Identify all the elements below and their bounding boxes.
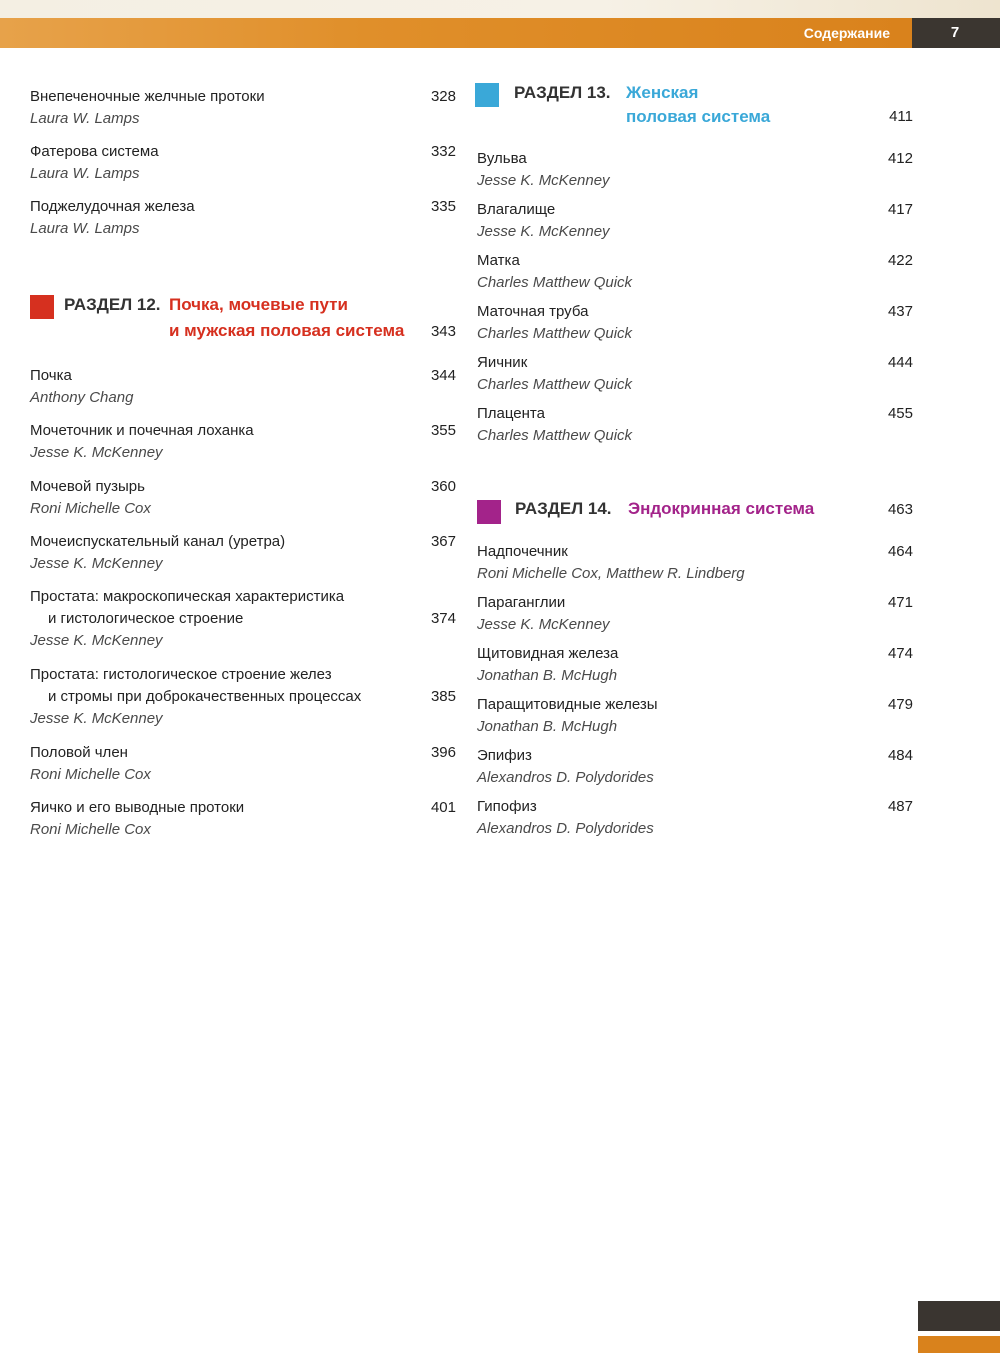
entry-title: Маточная труба	[477, 303, 589, 320]
section-13-marker	[475, 83, 499, 107]
entry-author: Jesse K. McKenney	[477, 172, 610, 189]
section-13-label: РАЗДЕЛ 13.	[514, 83, 611, 102]
toc-entry[interactable]	[477, 796, 915, 840]
entry-author: Roni Michelle Cox	[30, 500, 151, 517]
entry-page: 422	[887, 252, 913, 269]
entry-page: 385	[430, 688, 456, 705]
toc-entry[interactable]	[477, 745, 915, 789]
running-header-title: Содержание	[803, 25, 890, 41]
entry-author: Jesse K. McKenney	[30, 710, 163, 727]
entry-page: 412	[887, 150, 913, 167]
toc-entry[interactable]	[477, 199, 915, 243]
entry-title: Фатерова система	[30, 143, 159, 160]
section-12-name-line2: и мужская половая система	[169, 321, 405, 340]
entry-title: Почка	[30, 367, 72, 384]
entry-title: Параганглии	[477, 594, 566, 611]
entry-page: 335	[430, 198, 456, 215]
entry-title: Надпочечник	[477, 543, 568, 560]
toc-entry[interactable]	[30, 586, 458, 652]
entry-title	[30, 664, 458, 708]
toc-entry[interactable]	[30, 141, 458, 185]
entry-page: 374	[430, 610, 456, 627]
entry-author: Jesse K. McKenney	[30, 632, 163, 649]
toc-entry[interactable]	[30, 742, 458, 786]
footer-dark-bar	[918, 1301, 1000, 1331]
entry-page: 479	[887, 696, 913, 713]
entry-page: 455	[887, 405, 913, 422]
entry-page: 444	[887, 354, 913, 371]
entry-title: Яичко и его выводные протоки	[30, 799, 245, 816]
entry-title-line1: Простата: гистологическое строение желез	[30, 666, 332, 683]
entry-author: Charles Matthew Quick	[477, 274, 633, 291]
entry-page: 367	[430, 533, 456, 550]
toc-entry[interactable]	[30, 797, 458, 841]
section-13-name-line1: Женская	[626, 83, 699, 102]
entry-title: Яичник	[477, 354, 528, 371]
entry-page: 401	[430, 799, 456, 816]
toc-entry[interactable]	[477, 541, 915, 585]
section-14-label: РАЗДЕЛ 14.	[515, 499, 612, 518]
toc-entry[interactable]	[30, 664, 458, 730]
entry-page: 355	[430, 422, 456, 439]
section-12-page: 343	[430, 323, 456, 340]
entry-author: Roni Michelle Cox	[30, 766, 151, 783]
entry-author: Alexandros D. Polydorides	[477, 769, 654, 786]
entry-author: Charles Matthew Quick	[477, 427, 633, 444]
section-13-heading[interactable]	[477, 81, 915, 133]
section-12-name-line1: Почка, мочевые пути	[169, 295, 348, 314]
entry-page: 360	[430, 478, 456, 495]
section-14-name: Эндокринная система	[628, 499, 815, 518]
page-number-box	[912, 18, 1000, 48]
entry-title: Эпифиз	[477, 747, 532, 764]
entry-author: Charles Matthew Quick	[477, 325, 633, 342]
toc-entry[interactable]	[477, 403, 915, 447]
entry-page: 332	[430, 143, 456, 160]
section-14-page: 463	[887, 501, 913, 518]
entry-page: 464	[887, 543, 913, 560]
entry-author: Jonathan B. McHugh	[477, 718, 618, 735]
entry-title: Внепеченочные желчные протоки	[30, 88, 265, 105]
toc-entry[interactable]	[477, 694, 915, 738]
toc-entry[interactable]	[30, 531, 458, 575]
entry-title: Матка	[477, 252, 520, 269]
entry-title: Вульва	[477, 150, 527, 167]
entry-author: Jesse K. McKenney	[30, 555, 163, 572]
entry-author: Laura W. Lamps	[30, 165, 140, 182]
entry-page: 474	[887, 645, 913, 662]
entry-page: 328	[430, 88, 456, 105]
entry-title: Мочевой пузырь	[30, 478, 145, 495]
entry-author: Roni Michelle Cox, Matthew R. Lindberg	[477, 565, 745, 582]
section-12-heading[interactable]	[30, 293, 458, 353]
entry-author: Alexandros D. Polydorides	[477, 820, 654, 837]
entry-author: Charles Matthew Quick	[477, 376, 633, 393]
entry-author: Laura W. Lamps	[30, 110, 140, 127]
entry-page: 437	[887, 303, 913, 320]
entry-title: Мочеточник и почечная лоханка	[30, 422, 254, 439]
entry-author: Jesse K. McKenney	[30, 444, 163, 461]
entry-title-line1: Простата: макроскопическая характеристика	[30, 588, 345, 605]
entry-title	[30, 586, 458, 630]
toc-entry[interactable]	[477, 301, 915, 345]
toc-entry[interactable]	[30, 420, 458, 464]
section-12-marker	[30, 295, 54, 319]
entry-author: Jesse K. McKenney	[477, 616, 610, 633]
entry-title-line2: и гистологическое строение	[48, 610, 244, 627]
toc-entry[interactable]	[477, 643, 915, 687]
entry-author: Laura W. Lamps	[30, 220, 140, 237]
entry-title: Влагалище	[477, 201, 556, 218]
toc-entry[interactable]	[477, 148, 915, 192]
toc-entry[interactable]	[30, 86, 458, 130]
toc-entry[interactable]	[30, 476, 458, 520]
section-13-name-line2: половая система	[626, 107, 771, 126]
entry-page: 344	[430, 367, 456, 384]
entry-title: Щитовидная железа	[477, 645, 619, 662]
toc-entry[interactable]	[477, 592, 915, 636]
entry-title: Плацента	[477, 405, 545, 422]
entry-page: 471	[887, 594, 913, 611]
toc-entry[interactable]	[477, 352, 915, 396]
entry-page: 396	[430, 744, 456, 761]
entry-title: Мочеиспускательный канал (уретра)	[30, 533, 286, 550]
footer-orange-bar	[918, 1336, 1000, 1353]
entry-title: Гипофиз	[477, 798, 537, 815]
toc-entry[interactable]	[30, 196, 458, 240]
toc-entry[interactable]	[477, 250, 915, 294]
section-13-page: 411	[889, 108, 913, 125]
toc-entry[interactable]	[30, 365, 458, 409]
page-number: 7	[950, 24, 960, 41]
entry-author: Jonathan B. McHugh	[477, 667, 618, 684]
section-14-marker	[477, 500, 501, 524]
entry-page: 487	[887, 798, 913, 815]
entry-title: Поджелудочная железа	[30, 198, 195, 215]
entry-author: Anthony Chang	[30, 389, 134, 406]
entry-page: 484	[887, 747, 913, 764]
header-top-strip	[0, 0, 1000, 18]
entry-author: Jesse K. McKenney	[477, 223, 610, 240]
section-14-heading[interactable]	[477, 497, 915, 525]
entry-author: Roni Michelle Cox	[30, 821, 151, 838]
entry-page: 417	[887, 201, 913, 218]
section-12-label: РАЗДЕЛ 12.	[64, 295, 161, 314]
entry-title-line2: и стромы при доброкачественных процессах	[48, 688, 362, 705]
entry-title: Половой член	[30, 744, 128, 761]
entry-title: Паращитовидные железы	[477, 696, 658, 713]
